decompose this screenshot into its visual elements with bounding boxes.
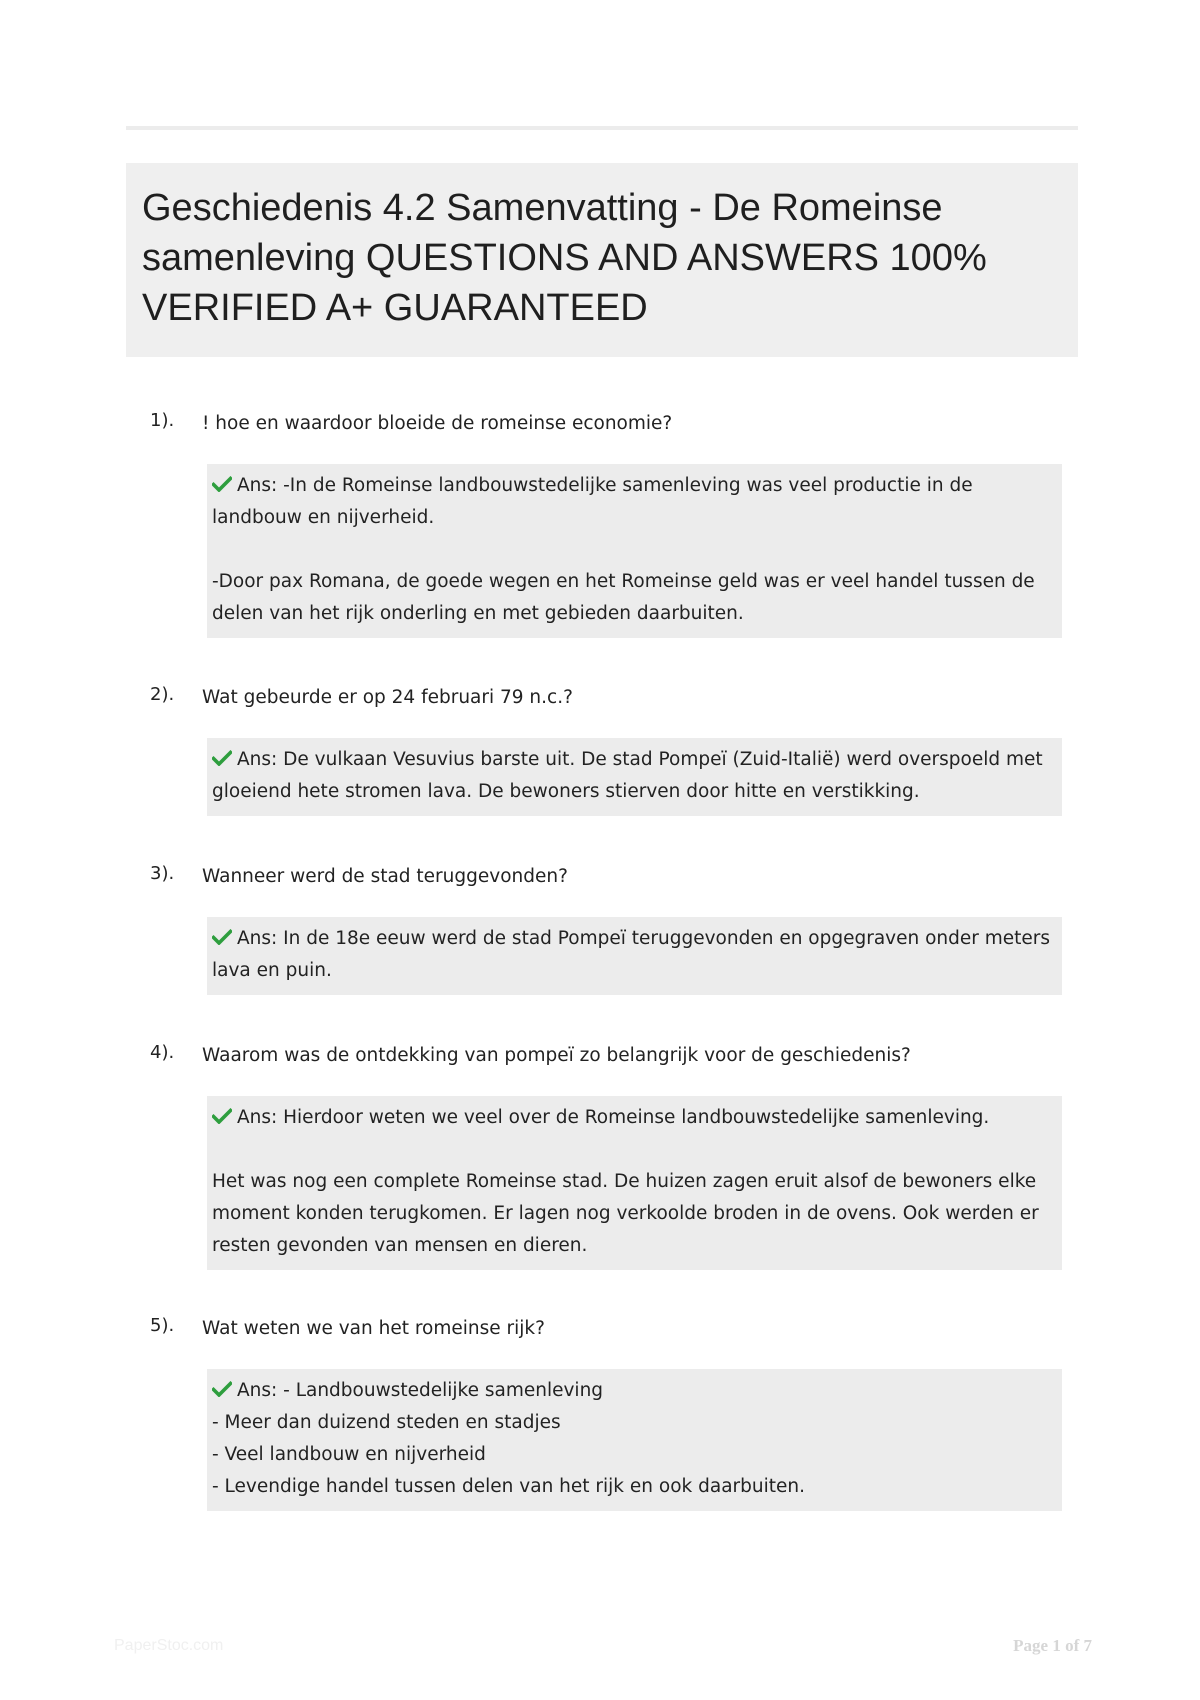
title-box <box>126 163 1078 357</box>
answer-box <box>207 917 1062 995</box>
question-text: ! hoe en waardoor bloeide de romeinse economie? <box>202 413 673 434</box>
answer-paragraph <box>212 744 1056 808</box>
check-icon <box>212 750 232 766</box>
document-title: Geschiedenis 4.2 Samenvatting - De Romeinse samenleving QUESTIONS AND ANSWERS 100% VERIFIED A+ GUARANTEED <box>142 187 987 329</box>
page-indicator: Page 1 of 7 <box>1013 1636 1092 1655</box>
answer-line: - Veel landbouw en nijverheid <box>212 1444 486 1465</box>
answer-paragraph <box>212 566 1056 630</box>
question-number: 4). <box>150 1042 175 1063</box>
answer-paragraph <box>212 1166 1056 1262</box>
answer-paragraph <box>212 1102 1056 1134</box>
answer-text: -Door pax Romana, de goede wegen en het Romeinse geld was er veel handel tussen de delen van het rijk onderling en met gebieden daarbuiten. <box>212 571 1035 624</box>
check-icon <box>212 929 232 945</box>
answer-text: Ans: De vulkaan Vesuvius barste uit. De stad Pompeï (Zuid-Italië) werd overspoeld met gloeiend hete stromen lava. De bewoners stierven door hitte en verstikking. <box>212 749 1043 802</box>
answer-text: Ans: -In de Romeinse landbouwstedelijke samenleving was veel productie in de landbouw en nijverheid. <box>212 475 973 528</box>
answer-box <box>207 1096 1062 1270</box>
answer-box <box>207 464 1062 638</box>
question-text: Wanneer werd de stad teruggevonden? <box>202 866 568 887</box>
check-icon <box>212 1381 232 1397</box>
footer-watermark: PaperStoc.com <box>114 1637 224 1654</box>
answer-text: Ans: In de 18e eeuw werd de stad Pompeï teruggevonden en opgegraven onder meters lava en puin. <box>212 928 1051 981</box>
answer-text: Ans: Hierdoor weten we veel over de Romeinse landbouwstedelijke samenleving. <box>237 1107 990 1128</box>
question-number: 1). <box>150 410 175 431</box>
question-number: 2). <box>150 684 175 705</box>
check-icon <box>212 476 232 492</box>
question-number: 5). <box>150 1315 175 1336</box>
answer-line: - Levendige handel tussen delen van het rijk en ook daarbuiten. <box>212 1476 805 1497</box>
answer-line <box>212 1375 1056 1407</box>
answer-text: Het was nog een complete Romeinse stad. De huizen zagen eruit alsof de bewoners elke moment konden terugkomen. Er lagen nog verkoolde broden in de ovens. Ook werden er resten gevonden van mensen en dieren. <box>212 1171 1039 1256</box>
check-icon <box>212 1108 232 1124</box>
top-divider <box>126 126 1078 130</box>
answer-box <box>207 1369 1062 1511</box>
answer-box <box>207 738 1062 816</box>
question-text: Wat gebeurde er op 24 februari 79 n.c.? <box>202 687 573 708</box>
question-text: Wat weten we van het romeinse rijk? <box>202 1318 545 1339</box>
answer-line: - Meer dan duizend steden en stadjes <box>212 1412 561 1433</box>
answer-text: Ans: - Landbouwstedelijke samenleving <box>237 1380 604 1401</box>
question-number: 3). <box>150 863 175 884</box>
question-text: Waarom was de ontdekking van pompeï zo belangrijk voor de geschiedenis? <box>202 1045 911 1066</box>
answer-paragraph <box>212 923 1056 987</box>
answer-paragraph <box>212 470 1056 534</box>
